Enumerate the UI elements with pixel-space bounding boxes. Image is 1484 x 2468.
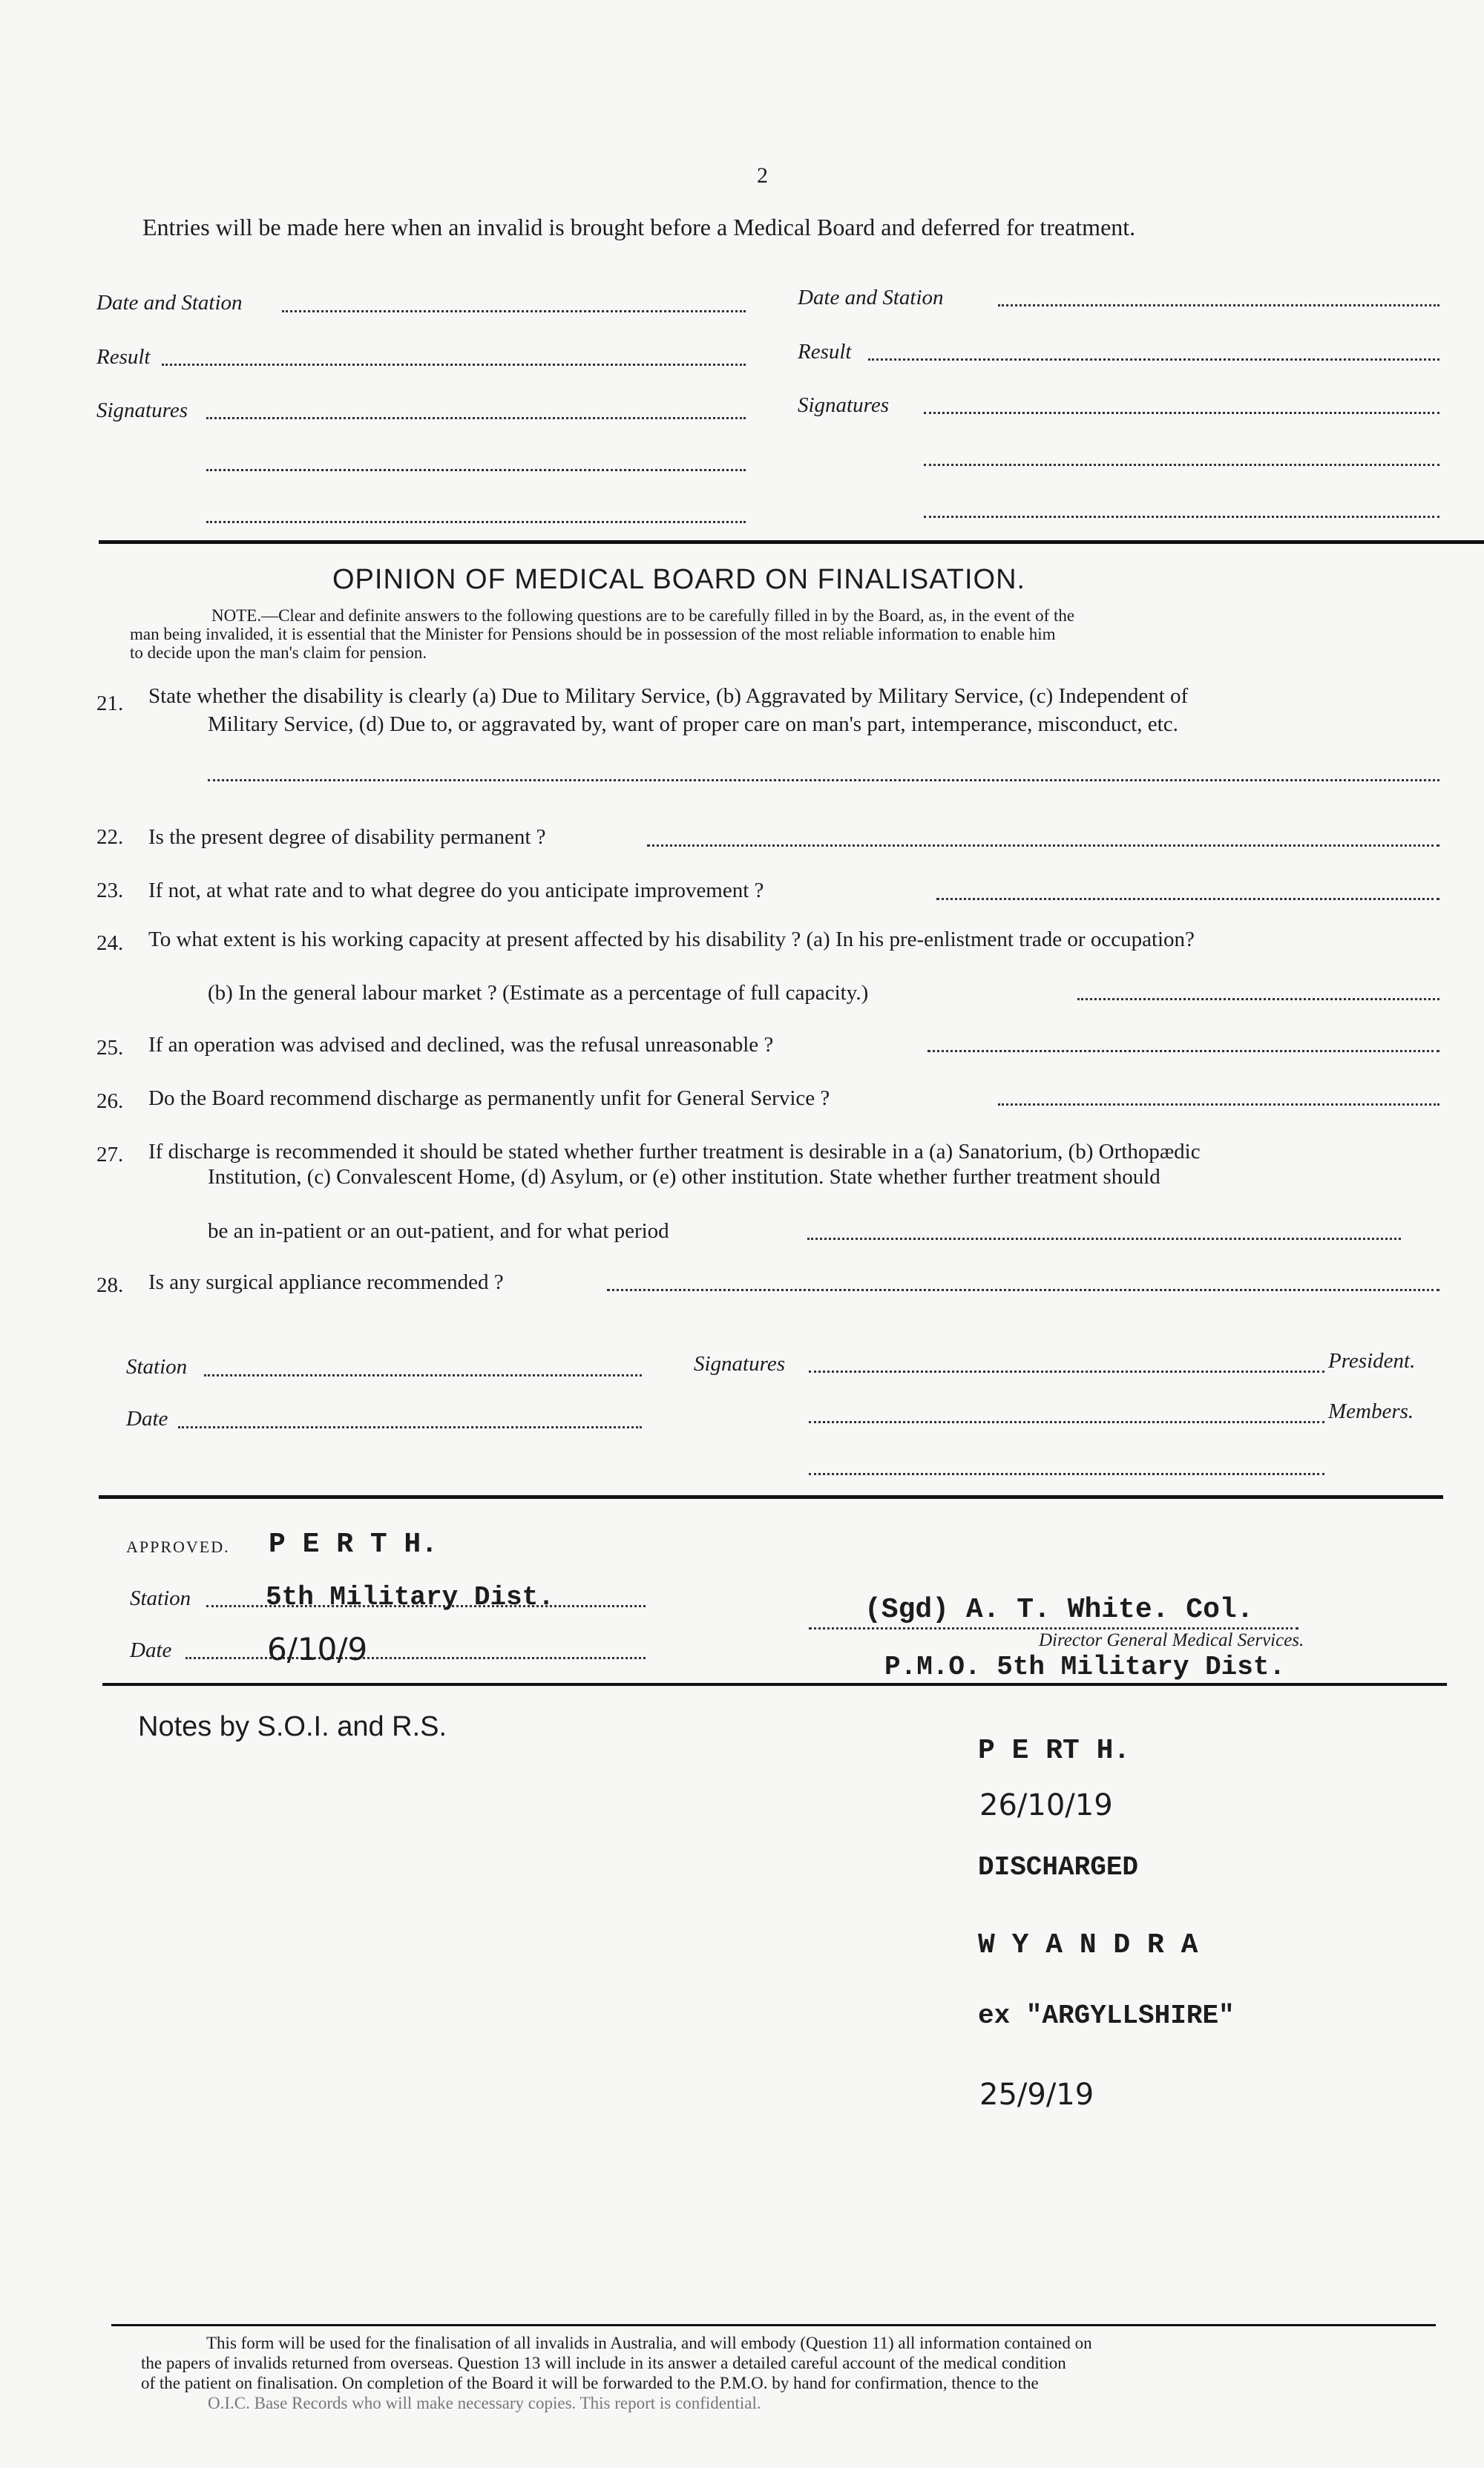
notes-typed-discharged: DISCHARGED — [978, 1852, 1139, 1883]
approved-label: APPROVED. — [126, 1537, 230, 1556]
board-signatures-label: Signatures — [694, 1352, 785, 1376]
q28-number: 28. — [96, 1273, 124, 1297]
page-number: 2 — [757, 163, 768, 188]
q27-line3: be an in-patient or an out-patient, and for what period — [208, 1219, 669, 1243]
board-president-line[interactable] — [809, 1371, 1324, 1373]
left-signatures-line-2[interactable] — [206, 469, 746, 471]
approval-date-label: Date — [130, 1638, 172, 1662]
section-divider-3 — [102, 1683, 1447, 1686]
right-signatures-line-2[interactable] — [924, 464, 1439, 466]
left-signatures-label: Signatures — [96, 398, 188, 422]
board-date-line[interactable] — [178, 1426, 642, 1428]
q25-answer-line[interactable] — [928, 1050, 1439, 1052]
footer-divider — [111, 2324, 1436, 2326]
approval-station-value: 5th Military Dist. — [266, 1582, 554, 1612]
right-signatures-label: Signatures — [798, 393, 889, 417]
notes-typed-date-2: 25/9/19 — [979, 2078, 1094, 2112]
q26-number: 26. — [96, 1089, 124, 1113]
q26-answer-line[interactable] — [998, 1103, 1439, 1106]
approval-signature-line[interactable] — [809, 1627, 1298, 1630]
q28-answer-line[interactable] — [607, 1289, 1439, 1291]
section-divider-2 — [99, 1495, 1443, 1499]
right-signatures-line-3[interactable] — [924, 516, 1439, 518]
right-date-station-label: Date and Station — [798, 286, 944, 309]
board-date-label: Date — [126, 1407, 168, 1431]
q22-text: Is the present degree of disability permanent ? — [148, 825, 546, 849]
board-members-label: Members. — [1328, 1399, 1414, 1423]
q24-line1: To what extent is his working capacity at present affected by his disability ? (a) In his pre-enlistment trade or occupation? — [148, 928, 1195, 951]
approval-date-value: 6/10/9 — [267, 1631, 368, 1667]
notes-typed-wyandra: W Y A N D R A — [978, 1929, 1198, 1961]
left-signatures-line-3[interactable] — [206, 521, 746, 523]
approval-signed: (Sgd) A. T. White. Col. — [864, 1594, 1254, 1626]
left-date-station-line[interactable] — [282, 310, 746, 312]
q23-answer-line[interactable] — [936, 898, 1439, 900]
q27-line2: Institution, (c) Convalescent Home, (d) Asylum, or (e) other institution. State whether further treatment should — [208, 1165, 1160, 1189]
deferred-heading: Entries will be made here when an invalid is brought before a Medical Board and deferred for treatment. — [142, 214, 1136, 240]
board-members-line-2[interactable] — [809, 1473, 1324, 1475]
board-members-line[interactable] — [809, 1421, 1324, 1423]
q21-line2: Military Service, (d) Due to, or aggravated by, want of proper care on man's part, intemperance, misconduct, etc. — [208, 712, 1178, 736]
q26-text: Do the Board recommend discharge as permanently unfit for General Service ? — [148, 1086, 830, 1110]
left-result-line[interactable] — [162, 364, 746, 366]
q22-number: 22. — [96, 825, 124, 849]
footer-line-3: of the patient on finalisation. On completion of the Board it will be forwarded to the P.M.O. by hand for confirmation, thence to the — [141, 2374, 1039, 2392]
right-result-label: Result — [798, 340, 852, 364]
q24-answer-line[interactable] — [1077, 998, 1439, 1000]
q23-number: 23. — [96, 879, 124, 902]
q21-line1: State whether the disability is clearly (a) Due to Military Service, (b) Aggravated by Military Service, (c) Independent of — [148, 684, 1189, 708]
notes-typed-perth: P E RT H. — [978, 1735, 1131, 1767]
section-divider-1 — [99, 540, 1484, 544]
approval-pmo: P.M.O. 5th Military Dist. — [884, 1652, 1286, 1682]
footer-line-4: O.I.C. Base Records who will make necessary copies. This report is confidential. — [208, 2394, 761, 2412]
q28-text: Is any surgical appliance recommended ? — [148, 1270, 504, 1294]
right-result-line[interactable] — [868, 358, 1439, 361]
q24-line2: (b) In the general labour market ? (Estimate as a percentage of full capacity.) — [208, 981, 869, 1005]
board-station-label: Station — [126, 1355, 188, 1379]
approval-station-label: Station — [130, 1586, 191, 1610]
approval-date-line[interactable] — [186, 1657, 646, 1659]
footer-line-2: the papers of invalids returned from overseas. Question 13 will include in its answer a detailed careful account of the medical condition — [141, 2354, 1066, 2372]
left-result-label: Result — [96, 345, 151, 369]
q25-number: 25. — [96, 1036, 124, 1060]
board-president-label: President. — [1328, 1349, 1416, 1373]
q27-line1: If discharge is recommended it should be stated whether further treatment is desirable in a (a) Sanatorium, (b) Orthopædic — [148, 1140, 1201, 1164]
footer-line-1: This form will be used for the finalisation of all invalids in Australia, and will embody (Question 11) all information contained on — [206, 2334, 1092, 2352]
q23-text: If not, at what rate and to what degree do you anticipate improvement ? — [148, 879, 764, 902]
q21-number: 21. — [96, 692, 124, 715]
approved-value: P E R T H. — [269, 1529, 439, 1560]
right-signatures-line-1[interactable] — [924, 412, 1439, 414]
note-line-3: to decide upon the man's claim for pension. — [130, 643, 427, 662]
left-date-station-label: Date and Station — [96, 291, 243, 315]
note-line-2: man being invalided, it is essential that the Minister for Pensions should be in possession of the most reliable information to enable him — [130, 625, 1056, 643]
notes-typed-ship: ex "ARGYLLSHIRE" — [978, 2001, 1235, 2031]
q27-number: 27. — [96, 1143, 124, 1166]
q21-answer-line[interactable] — [208, 779, 1439, 781]
q25-text: If an operation was advised and declined, was the refusal unreasonable ? — [148, 1033, 774, 1057]
q27-answer-line[interactable] — [807, 1238, 1401, 1240]
right-date-station-line[interactable] — [998, 304, 1439, 306]
notes-heading: Notes by S.O.I. and R.S. — [138, 1711, 447, 1742]
notes-typed-date-1: 26/10/19 — [979, 1788, 1113, 1822]
note-line-1: NOTE.—Clear and definite answers to the following questions are to be carefully filled in by the Board, as, in the event of the — [211, 606, 1075, 625]
q22-answer-line[interactable] — [647, 844, 1439, 847]
q24-number: 24. — [96, 931, 124, 955]
board-station-line[interactable] — [204, 1374, 642, 1376]
left-signatures-line-1[interactable] — [206, 417, 746, 419]
approval-director-label: Director General Medical Services. — [1039, 1630, 1304, 1650]
opinion-title: OPINION OF MEDICAL BOARD ON FINALISATION. — [332, 564, 1026, 595]
